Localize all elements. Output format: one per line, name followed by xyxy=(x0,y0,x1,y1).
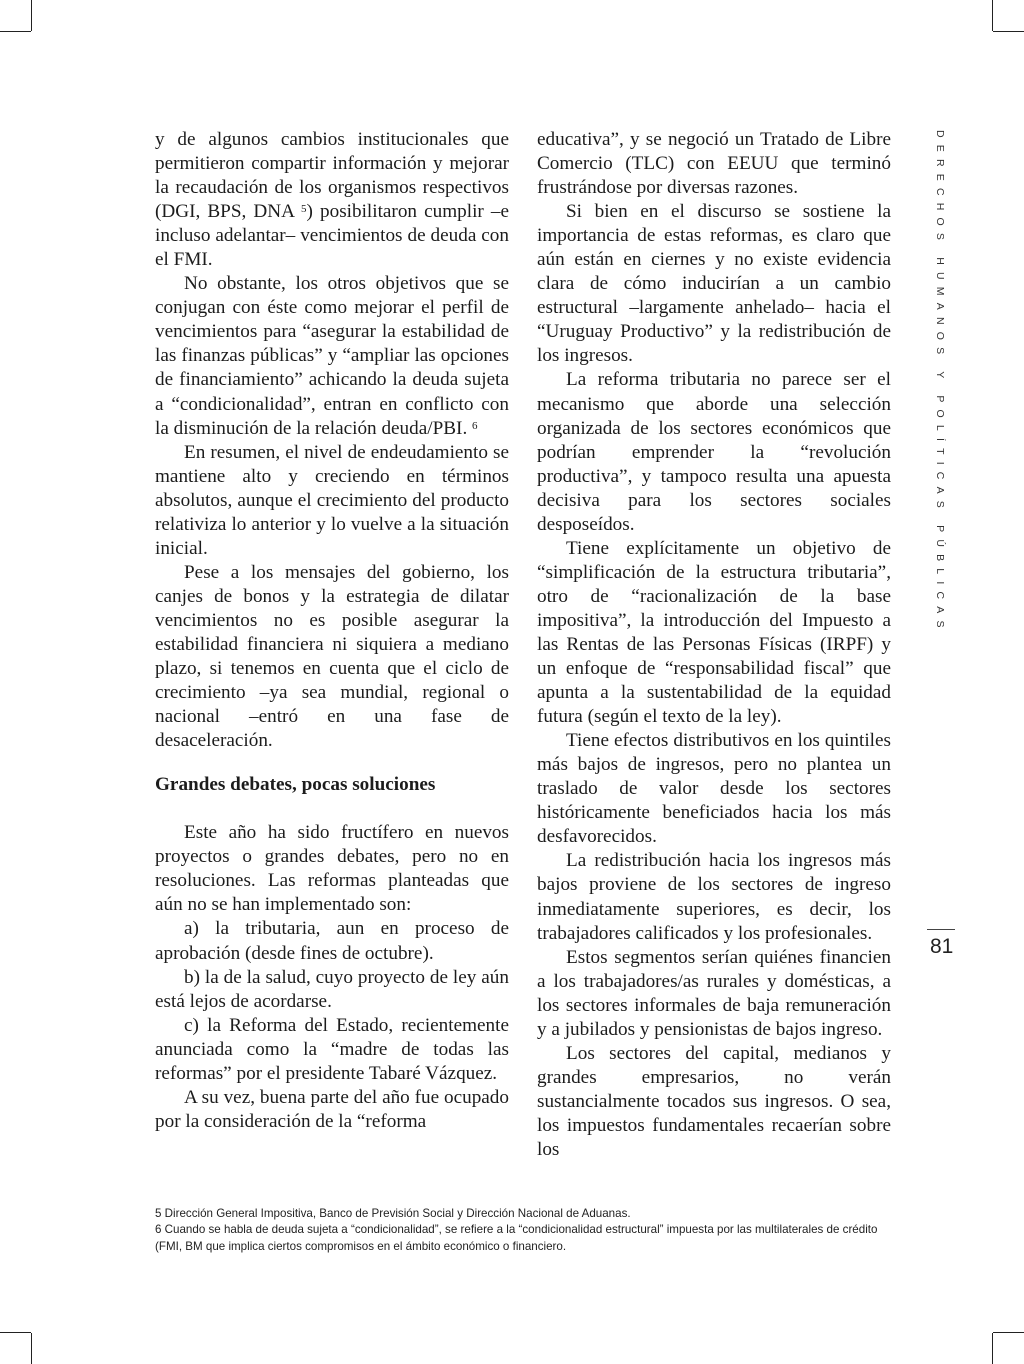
paragraph: b) la de la salud, cuyo proyecto de ley aún está lejos de acordarse. xyxy=(155,966,509,1012)
footnote-6: 6 Cuando se habla de deuda sujeta a “condicionalidad”, se refiere a la “condicionalidad estructural” impuesta por las multilaterales de crédito (FMI, BM que implica ciertos compromisos en el ámbito económico o financiero. xyxy=(155,1223,878,1253)
paragraph: Este año ha sido fructífero en nuevos proyectos o grandes debates, pero no en resoluciones. Las reformas planteadas que aún no se han implementado son: xyxy=(155,822,509,916)
footnote-ref-5: 5 xyxy=(301,203,307,216)
footnote-ref-6: 6 xyxy=(472,419,478,432)
crop-mark-top-right-h xyxy=(993,31,1024,32)
paragraph: Si bien en el discurso se sostiene la importancia de estas reformas, es claro que aún están en ciernes y no existe evidencia clara de cómo inducirían a un cambio estructural –largamente anhelado– hacia el “Uruguay Productivo” y la redistribución de los ingresos. xyxy=(537,201,891,367)
paragraph: Pese a los mensajes del gobierno, los canjes de bonos y la estrategia de dilatar vencimientos no es posible asegurar la estabilidad financiera ni siquiera a mediano plazo, si tenemos en cuenta que el ciclo de crecimiento –ya sea mundial, regional o nacional –entró en una fase de desaceleración. xyxy=(155,561,509,752)
paragraph xyxy=(155,272,509,440)
footnote-5: 5 Dirección General Impositiva, Banco de Previsión Social y Dirección Nacional de Aduanas. xyxy=(155,1207,631,1220)
crop-mark-bottom-left-h xyxy=(0,1332,31,1333)
crop-mark-bottom-right-h xyxy=(993,1332,1024,1333)
paragraph: educativa”, y se negoció un Tratado de Libre Comercio (TLC) con EEUU que terminó frustrándose por diversas razones. xyxy=(537,129,891,199)
paragraph-text: y de algunos cambios institucionales que permitieron compartir información y mejorar la recaudación de los organismos respectivos (DGI, BPS, DNA xyxy=(155,129,509,223)
paragraph: Tiene efectos distributivos en los quintiles más bajos de ingresos, pero no plantea un traslado de valor desde los sectores históricamente beneficiados hacia los más desfavorecidos. xyxy=(537,730,891,848)
crop-mark-bottom-left-v xyxy=(31,1333,32,1364)
paragraph-text: ) posibilitaron cumplir –e incluso adelantar– vencimientos de deuda con el FMI. xyxy=(155,201,509,271)
paragraph: Estos segmentos serían quiénes financien a los trabajadores/as rurales y domésticas, a los sectores informales de baja remuneración y a jubilados y pensionistas de bajos ingreso. xyxy=(537,946,891,1040)
running-header: DERECHOS HUMANOS Y POLÍTICAS PÚBLICAS xyxy=(934,130,946,635)
paragraph xyxy=(155,128,509,272)
crop-mark-top-right-v xyxy=(992,0,993,31)
paragraph: c) la Reforma del Estado, recientemente anunciada como la “madre de todas las reformas” por el presidente Tabaré Vázquez. xyxy=(155,1014,509,1084)
left-column xyxy=(155,128,509,1134)
page-number-rule xyxy=(927,929,955,930)
footnotes xyxy=(155,1206,895,1255)
paragraph: La reforma tributaria no parece ser el mecanismo que aborde una selección organizada de los sectores económicos que podrían emprender la “revolución productiva”, y tampoco resulta una apuesta decisiva para los sectores sociales desposeídos. xyxy=(537,369,891,535)
paragraph: A su vez, buena parte del año fue ocupado por la consideración de la “reforma xyxy=(155,1086,509,1132)
paragraph: a) la tributaria, aun en proceso de aprobación (desde fines de octubre). xyxy=(155,918,509,964)
paragraph: La redistribución hacia los ingresos más bajos proviene de los sectores de ingreso inmediatamente superiores, es decir, los trabajadores calificados y los profesionales. xyxy=(537,850,891,944)
crop-mark-top-left-h xyxy=(0,31,31,32)
right-column xyxy=(537,128,891,1162)
paragraph: Los sectores del capital, medianos y grandes empresarios, no verán sustancialmente tocados sus ingresos. O sea, los impuestos fundamentales recaerían sobre los xyxy=(537,1042,891,1160)
paragraph-text: No obstante, los otros objetivos que se conjugan con éste como mejorar el perfil de vencimientos para “asegurar la estabilidad de las finanzas públicas” y “ampliar las opciones de financiamiento” achicando la deuda sujeta a “condicionalidad”, entran en conflicto con la disminución de la relación deuda/PBI. xyxy=(155,273,509,439)
section-heading: Grandes debates, pocas soluciones xyxy=(155,774,436,796)
crop-mark-top-left-v xyxy=(31,0,32,31)
paragraph: Tiene explícitamente un objetivo de “simplificación de la estructura tributaria”, otro de “racionalización de la base impositiva”, la introducción del Impuesto a las Rentas de las Personas Físicas (IRPF) y un enfoque de “responsabilidad fiscal” que apunta a la sustentabilidad de la equidad futura (según el texto de la ley). xyxy=(537,537,891,728)
crop-mark-bottom-right-v xyxy=(992,1333,993,1364)
paragraph: En resumen, el nivel de endeudamiento se mantiene alto y creciendo en términos absolutos, aunque el crecimiento del producto relativiza lo anterior y lo vuelve a la situación inicial. xyxy=(155,441,509,559)
page-number: 81 xyxy=(930,935,954,958)
